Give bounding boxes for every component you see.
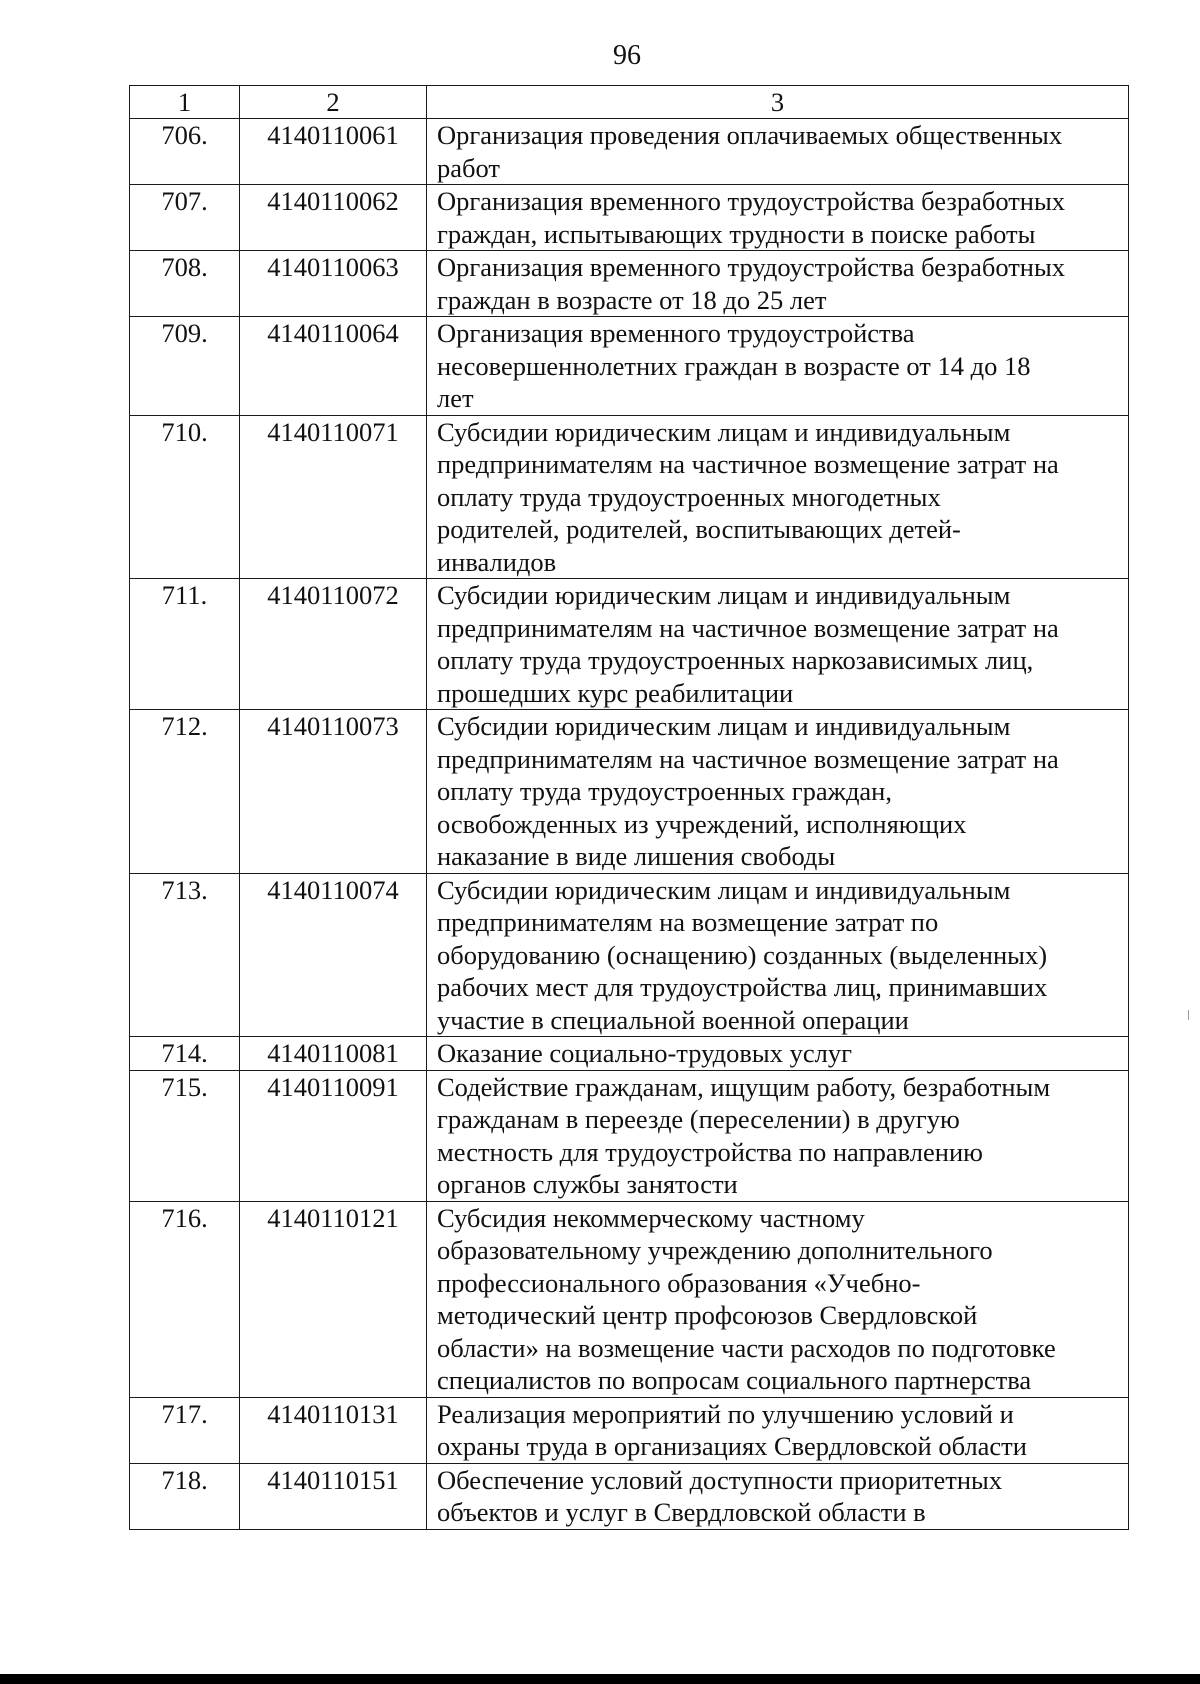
row-number: 715. (130, 1070, 240, 1201)
row-code: 4140110061 (240, 119, 427, 185)
row-number: 709. (130, 317, 240, 416)
row-code: 4140110091 (240, 1070, 427, 1201)
table-row (130, 579, 1129, 710)
table-row (130, 1397, 1129, 1463)
scan-bottom-border (0, 1674, 1200, 1684)
table-row (130, 1037, 1129, 1071)
table-row (130, 710, 1129, 874)
row-number: 710. (130, 415, 240, 579)
row-description: Субсидия некоммерческому частному образовательному учреждению дополнительного профессионального образования «Учебно- методический центр профсоюзов Свердловской области» на возмещение части расходов по подготовке специалистов по вопросам социального партнерства (427, 1201, 1129, 1397)
row-code: 4140110151 (240, 1463, 427, 1529)
row-code: 4140110073 (240, 710, 427, 874)
row-code: 4140110064 (240, 317, 427, 416)
row-description: Субсидии юридическим лицам и индивидуальным предпринимателям на частичное возмещение затрат на оплату труда трудоустроенных многодетных родителей, родителей, воспитывающих детей- инвалидов (427, 415, 1129, 579)
table-row (130, 415, 1129, 579)
row-description: Организация временного трудоустройства несовершеннолетних граждан в возрасте от 14 до 18 лет (427, 317, 1129, 416)
row-code: 4140110131 (240, 1397, 427, 1463)
row-code: 4140110074 (240, 873, 427, 1037)
row-number: 717. (130, 1397, 240, 1463)
table-row (130, 1463, 1129, 1529)
header-row (130, 86, 1129, 119)
header-col-description: 3 (427, 86, 1129, 119)
row-description: Реализация мероприятий по улучшению условий и охраны труда в организациях Свердловской области (427, 1397, 1129, 1463)
row-description: Содействие гражданам, ищущим работу, безработным гражданам в переезде (переселении) в другую местность для трудоустройства по направлению органов службы занятости (427, 1070, 1129, 1201)
table-header (130, 86, 1129, 119)
row-description: Организация временного трудоустройства безработных граждан, испытывающих трудности в поиске работы (427, 185, 1129, 251)
row-number: 716. (130, 1201, 240, 1397)
row-number: 714. (130, 1037, 240, 1071)
row-description: Субсидии юридическим лицам и индивидуальным предпринимателям на частичное возмещение затрат на оплату труда трудоустроенных наркозависимых лиц, прошедших курс реабилитации (427, 579, 1129, 710)
table-row (130, 119, 1129, 185)
row-description: Оказание социально-трудовых услуг (427, 1037, 1129, 1071)
row-description: Субсидии юридическим лицам и индивидуальным предпринимателям на частичное возмещение затрат на оплату труда трудоустроенных граждан, освобожденных из учреждений, исполняющих наказание в виде лишения свободы (427, 710, 1129, 874)
row-code: 4140110063 (240, 251, 427, 317)
table-body (130, 119, 1129, 1530)
budget-classification-table (129, 85, 1129, 1530)
table-row (130, 317, 1129, 416)
row-number: 712. (130, 710, 240, 874)
row-code: 4140110071 (240, 415, 427, 579)
table-row (130, 185, 1129, 251)
row-number: 708. (130, 251, 240, 317)
table-row (130, 1201, 1129, 1397)
row-number: 711. (130, 579, 240, 710)
row-description: Субсидии юридическим лицам и индивидуальным предпринимателям на возмещение затрат по оборудованию (оснащению) созданных (выделенных) рабочих мест для трудоустройства лиц, принимавших участие в специальной военной операции (427, 873, 1129, 1037)
row-code: 4140110062 (240, 185, 427, 251)
row-number: 706. (130, 119, 240, 185)
row-description: Организация временного трудоустройства безработных граждан в возрасте от 18 до 25 лет (427, 251, 1129, 317)
table-row (130, 873, 1129, 1037)
scan-edge-mark (1188, 1010, 1189, 1020)
row-code: 4140110121 (240, 1201, 427, 1397)
header-col-number: 1 (130, 86, 240, 119)
row-code: 4140110072 (240, 579, 427, 710)
row-number: 707. (130, 185, 240, 251)
row-code: 4140110081 (240, 1037, 427, 1071)
page-number: 96 (613, 40, 641, 71)
table-row (130, 251, 1129, 317)
row-number: 718. (130, 1463, 240, 1529)
row-description: Организация проведения оплачиваемых общественных работ (427, 119, 1129, 185)
row-number: 713. (130, 873, 240, 1037)
header-col-code: 2 (240, 86, 427, 119)
table-row (130, 1070, 1129, 1201)
row-description: Обеспечение условий доступности приоритетных объектов и услуг в Свердловской области в (427, 1463, 1129, 1529)
